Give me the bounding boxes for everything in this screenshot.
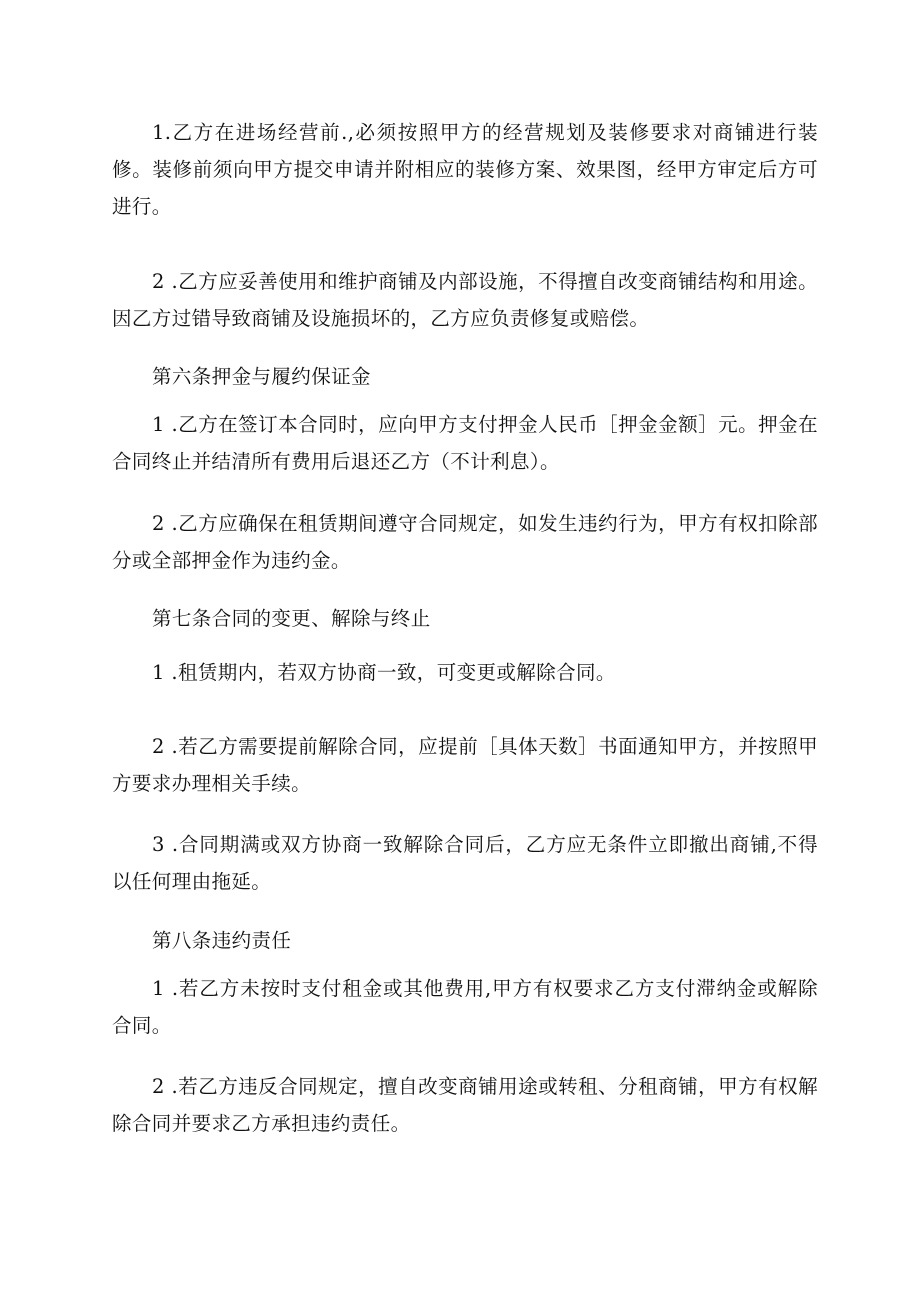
clause-7-item-1: 1 .租赁期内，若双方协商一致，可变更或解除合同。 <box>152 661 616 684</box>
clause-6-item-1: 1 .乙方在签订本合同时，应向甲方支付押金人民币［押金金额］元。押金在合同终止并结清所有费用后退还乙方（不计利息）。 <box>112 413 818 473</box>
clause-8-item-2: 2 .若乙方违反合同规定，擅自改变商铺用途或转租、分租商铺，甲方有权解除合同并要求乙方承担违约责任。 <box>112 1075 818 1135</box>
article-6-heading: 第六条押金与履约保证金 <box>152 365 371 388</box>
article-7-heading: 第七条合同的变更、解除与终止 <box>152 607 431 630</box>
clause-8-item-1: 1 .若乙方未按时支付租金或其他费用,甲方有权要求乙方支付滞纳金或解除合同。 <box>112 977 818 1037</box>
article-8-heading: 第八条违约责任 <box>152 929 292 952</box>
clause-5-item-1: 1.乙方在进场经营前.,必须按照甲方的经营规划及装修要求对商铺进行装修。装修前须向甲方提交申请并附相应的装修方案、效果图，经甲方审定后方可进行。 <box>112 121 818 218</box>
clause-7-item-2: 2 .若乙方需要提前解除合同，应提前［具体天数］书面通知甲方，并按照甲方要求办理相关手续。 <box>112 735 818 795</box>
clause-6-item-2: 2 .乙方应确保在租赁期间遵守合同规定，如发生违约行为，甲方有权扣除部分或全部押金作为违约金。 <box>112 512 818 572</box>
clause-7-item-3: 3 .合同期满或双方协商一致解除合同后，乙方应无条件立即撤出商铺,不得以任何理由拖延。 <box>112 833 818 893</box>
clause-5-item-2: 2 .乙方应妥善使用和维护商铺及内部设施，不得擅自改变商铺结构和用途。因乙方过错导致商铺及设施损坏的，乙方应负责修复或赔偿。 <box>112 270 818 330</box>
